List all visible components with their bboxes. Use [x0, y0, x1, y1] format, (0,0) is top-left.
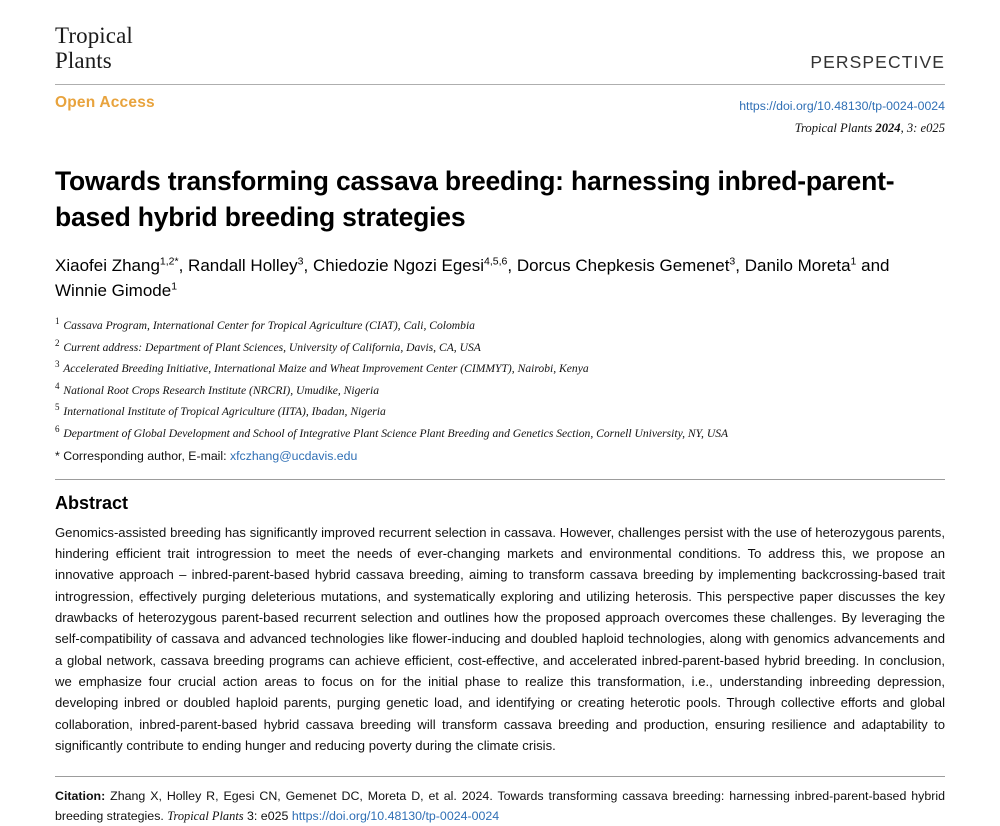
- affiliation-list: [55, 314, 945, 444]
- affiliation-text: Department of Global Development and School of Integrative Plant Science Plant Breeding and Genetics Section, Cornell University, NY, USA: [60, 426, 729, 440]
- journal-ref-suffix: , 3: e025: [900, 120, 945, 135]
- page-title: Towards transforming cassava breeding: harnessing inbred-parent-based hybrid breeding strategies: [55, 166, 895, 233]
- affiliation-text: Cassava Program, International Center for Tropical Agriculture (CIAT), Cali, Colombia: [60, 318, 475, 332]
- citation-text: Zhang X, Holley R, Egesi CN, Gemenet DC, Moreta D, et al. 2024. Towards transforming cassava breeding: harnessing inbred-parent-based hybrid breeding strategies.: [55, 789, 945, 823]
- corresponding-author: [55, 449, 945, 463]
- affiliation-number: 5: [55, 402, 60, 413]
- affiliation-item: [55, 379, 945, 401]
- abstract-divider-top: [55, 479, 945, 480]
- author-affiliation-marker: 3: [729, 255, 736, 268]
- citation-label: Citation:: [55, 789, 106, 804]
- author-affiliation-marker: 1,2*: [159, 255, 179, 268]
- author-name: Randall Holley: [188, 255, 298, 275]
- author-name: Dorcus Chepkesis Gemenet: [516, 255, 730, 275]
- journal-ref-year: 2024: [875, 120, 901, 135]
- author-affiliation-marker: 1: [850, 255, 857, 268]
- journal-ref-prefix: Tropical Plants: [794, 120, 876, 135]
- affiliation-number: 3: [55, 359, 60, 370]
- corresponding-prefix: * Corresponding author, E-mail:: [55, 448, 230, 463]
- masthead-divider: [55, 84, 945, 85]
- author-name: Danilo Moreta: [744, 255, 851, 275]
- affiliation-text: International Institute of Tropical Agriculture (IITA), Ibadan, Nigeria: [60, 405, 386, 419]
- affiliation-item: [55, 422, 945, 444]
- affiliation-text: Current address: Department of Plant Sciences, University of California, Davis, CA, USA: [60, 340, 481, 354]
- abstract-text: Genomics-assisted breeding has significantly improved recurrent selection in cassava. However, challenges persist with the use of heterozygous parents, hindering efficient trait introgression to meet the needs of ever-changing markets and environmental conditions. To address this, we propose an innovative approach – inbred-parent-based hybrid cassava breeding, aiming to transform cassava breeding by implementing backcrossing-based trait introgression, effectively purging deleterious mutations, and systematically exploring and utilizing heterosis. This perspective paper discusses the key drawbacks of heterozygous parent-based recurrent selection and outlines how the proposed approach overcomes these challenges. By leveraging the self-compatibility of cassava and advanced technologies like flower-inducing and doubled haploid technologies, along with genomics advancements and a global network, cassava breeding programs can achieve efficient, cost-effective, and accelerated inbred-parent-based hybrid breeding. In conclusion, we emphasize four crucial action areas to focus on for the initial phase to realize this transformation, i.e., understanding inbreeding depression, developing inbred or doubled haploid parents, purging genetic load, and identifying or creating heterotic pools. Through collective efforts and global collaboration, inbred-parent-based hybrid cassava breeding will transform cassava breeding and production, ensuring resilience and adaptability to significantly contribute to ending hunger and reducing poverty during the climate crisis.: [55, 524, 945, 754]
- open-access-badge: Open Access: [55, 93, 155, 111]
- affiliation-text: National Root Crops Research Institute (NRCRI), Umudike, Nigeria: [60, 383, 380, 397]
- author-list: Xiaofei Zhang$^{1,2*}$, Randall Holley$^3$, Chiedozie Ngozi Egesi$^{4,5,6}$, Dorcus Chepkesis Gemenet$^3$, Danilo Moreta$^1$ and Winnie Gimode$^1$: [55, 255, 890, 301]
- journal-logo: [55, 24, 133, 74]
- affiliation-item: [55, 400, 945, 422]
- section-label: PERSPECTIVE: [810, 52, 945, 72]
- author-affiliation-marker: 4,5,6: [484, 255, 508, 268]
- author-affiliation-marker: 1: [171, 280, 178, 293]
- journal-name-line1: Tropical: [55, 23, 133, 48]
- affiliation-text: Accelerated Breeding Initiative, International Maize and Wheat Improvement Center (CIMMYT), Nairobi, Kenya: [60, 362, 589, 376]
- journal-name-line2: Plants: [55, 47, 112, 73]
- access-row: [55, 94, 945, 137]
- corresponding-email-link[interactable]: xfczhang@ucdavis.edu: [229, 448, 358, 463]
- citation-divider: [55, 776, 945, 777]
- affiliation-item: [55, 336, 945, 358]
- affiliation-number: 4: [55, 380, 60, 391]
- affiliation-number: 2: [55, 337, 60, 348]
- author-affiliation-marker: 3: [297, 255, 304, 268]
- doi-link[interactable]: https://doi.org/10.48130/tp-0024-0024: [739, 98, 945, 113]
- affiliation-number: 1: [55, 315, 60, 326]
- abstract-heading: Abstract: [55, 492, 129, 513]
- author-name: Xiaofei Zhang: [55, 255, 160, 275]
- author-name: Chiedozie Ngozi Egesi: [312, 255, 485, 275]
- citation-doi-link[interactable]: https://doi.org/10.48130/tp-0024-0024: [291, 808, 500, 823]
- affiliation-item: [55, 314, 945, 336]
- citation-volume-page: 3: e025: [243, 808, 292, 823]
- citation-journal: Tropical Plants: [167, 808, 244, 823]
- citation-block: [55, 787, 945, 825]
- affiliation-number: 6: [55, 424, 60, 435]
- masthead: [55, 0, 945, 74]
- journal-reference: [739, 119, 945, 137]
- affiliation-item: [55, 357, 945, 379]
- author-name: Winnie Gimode: [55, 281, 172, 301]
- doi-block: [739, 94, 945, 137]
